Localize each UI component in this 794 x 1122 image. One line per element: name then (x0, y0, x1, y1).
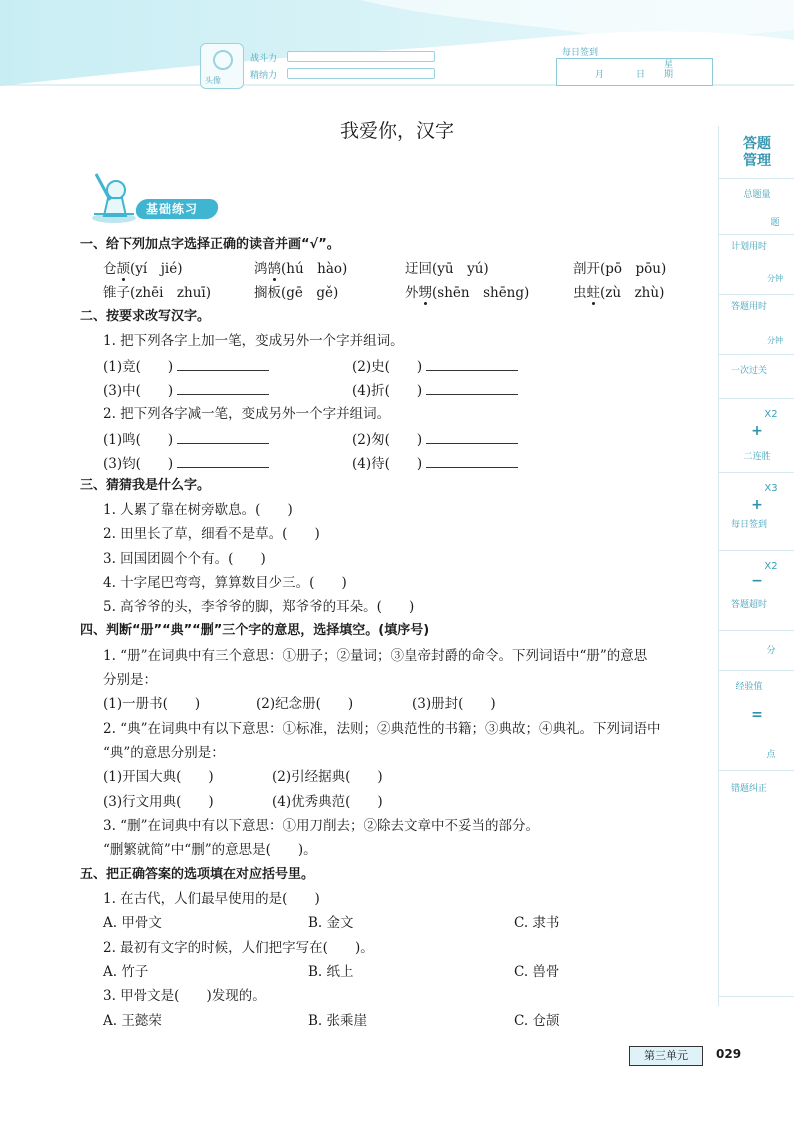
q4-p1c-1: (1)一册书( ) (103, 696, 201, 712)
page-title: 我爱你，汉字 (339, 120, 454, 142)
answer-blank[interactable] (177, 453, 269, 468)
stat-bar-energy (287, 68, 435, 79)
q4-p2c-1: (1)开国大典( ) (103, 769, 214, 785)
q2-a4: (4)折( ) (352, 380, 518, 400)
avatar-icon (213, 50, 233, 70)
q4-p3b: “删繁就简”中“删”的意思是( )。 (103, 842, 317, 858)
signin-weekday: 星期 (664, 60, 674, 80)
stat-label-energy: 精纳力 (250, 71, 278, 81)
page-number: 029 (716, 1047, 742, 1061)
score-sidebar (718, 126, 794, 1006)
q4-heading: 四、判断“册”“典”“删”三个字的意思，选择填空。(填序号) (80, 623, 430, 638)
q4-p2b: “典”的意思分别是： (103, 745, 225, 761)
q1-item-7: 外甥(shēn shēng) (405, 285, 530, 301)
section-badge-label: 基础练习 (146, 202, 199, 216)
sidebar-points: 点 (766, 750, 776, 760)
avatar (200, 43, 244, 89)
q2-heading: 二、按要求改写汉字。 (80, 309, 211, 324)
sidebar-exp: 经验值 (735, 682, 763, 692)
q2-b3: (3)钧( ) (103, 453, 269, 473)
answer-blank[interactable] (426, 380, 518, 395)
sidebar-once-pass: 一次过关 (730, 366, 767, 376)
q4-p2c-2: (2)引经据典( ) (272, 769, 383, 785)
q1-item-3: 迂回(yū yú) (405, 261, 489, 277)
answer-blank[interactable] (177, 356, 269, 371)
q5-o2-c[interactable]: C. 兽骨 (514, 964, 560, 980)
answer-blank[interactable] (426, 453, 518, 468)
signin-box (556, 58, 713, 86)
q2-b4: (4)待( ) (352, 453, 518, 473)
q1-item-6: 搁板(gē gě) (254, 285, 339, 301)
sidebar-total-unit: 题 (770, 218, 780, 228)
q5-o2-a[interactable]: A. 竹子 (103, 964, 149, 980)
stat-bar-power (287, 51, 435, 62)
q5-s2: 2. 最初有文字的时候，人们把字写在( )。 (103, 940, 374, 956)
q2-b2: (2)匆( ) (352, 429, 518, 449)
q1-item-1: 仓颉(yí jié) (103, 261, 183, 277)
answer-blank[interactable] (177, 380, 269, 395)
sidebar-wrong-fix: 错题纠正 (730, 784, 767, 794)
avatar-label: 头像 (205, 76, 221, 85)
q2-a2: (2)史( ) (352, 356, 518, 376)
q4-p1c-3: (3)册封( ) (412, 696, 496, 712)
sidebar-title-line2: 管理 (743, 153, 771, 169)
answer-blank[interactable] (426, 356, 518, 371)
signin-month: 月 (595, 70, 605, 80)
q1-item-5: 锥子(zhēi zhuī) (103, 285, 211, 301)
q5-o3-b[interactable]: B. 张乘崖 (308, 1013, 368, 1029)
q5-o1-c[interactable]: C. 隶书 (514, 915, 560, 931)
sidebar-minus-icon: − (751, 573, 763, 589)
sidebar-minutes-2: 分钟 (767, 336, 783, 345)
q1-heading: 一、给下列加点字选择正确的读音并画“√”。 (80, 237, 340, 252)
stat-label-power: 战斗力 (250, 54, 278, 64)
q4-p1a: 1. “册”在词典中有三个意思：①册子；②量词；③皇帝封爵的命令。下列词语中“册”的意思 (103, 648, 648, 664)
sidebar-total-label: 总题量 (743, 190, 771, 200)
q4-p1c-2: (2)纪念册( ) (256, 696, 354, 712)
q3-item-5: 5. 高爷爷的头，李爷爷的脚，郑爷爷的耳朵。( ) (103, 599, 415, 615)
unit-badge: 第三单元 (629, 1046, 703, 1066)
signin-title: 每日签到 (562, 48, 599, 58)
sidebar-second-correct: 二连胜 (743, 452, 771, 462)
q2-sub1: 1. 把下列各字上加一笔，变成另外一个字并组词。 (103, 333, 404, 349)
q5-o1-b[interactable]: B. 金文 (308, 915, 354, 931)
sidebar-plan-time: 计划用时 (730, 242, 767, 252)
q4-p3a: 3. “删”在词典中有以下意思：①用刀削去；②除去文章中不妥当的部分。 (103, 818, 539, 834)
q1-item-8: 虫蛀(zù zhù) (573, 285, 665, 301)
sidebar-minutes-1: 分钟 (767, 274, 783, 283)
q4-p2d-2: (4)优秀典范( ) (272, 794, 383, 810)
q2-sub2: 2. 把下列各字减一笔，变成另外一个字并组词。 (103, 406, 391, 422)
sidebar-title-line1: 答题 (743, 136, 771, 152)
answer-blank[interactable] (177, 429, 269, 444)
q5-s3: 3. 甲骨文是( )发现的。 (103, 988, 266, 1004)
sidebar-plus-icon: + (751, 423, 763, 439)
q4-p2a: 2. “典”在词典中有以下意思：①标准，法则；②典范性的书籍；③典故；④典礼。下列词语中 (103, 721, 661, 737)
q3-item-3: 3. 回国团圆个个有。( ) (103, 551, 266, 567)
q2-a3: (3)中( ) (103, 380, 269, 400)
q5-o3-c[interactable]: C. 仓颉 (514, 1013, 560, 1029)
q3-heading: 三、猜猜我是什么字。 (80, 478, 211, 493)
q5-o2-b[interactable]: B. 纸上 (308, 964, 354, 980)
signin-day: 日 (636, 70, 646, 80)
q3-item-1: 1. 人累了靠在树旁歇息。( ) (103, 502, 293, 518)
q5-o1-a[interactable]: A. 甲骨文 (103, 915, 162, 931)
q5-heading: 五、把正确答案的选项填在对应括号里。 (80, 867, 315, 882)
sidebar-equals-icon: = (751, 707, 763, 723)
q4-p1b: 分别是： (103, 672, 157, 688)
q1-item-4: 剖开(pō pōu) (573, 261, 667, 277)
sidebar-score-unit: 分 (766, 646, 776, 656)
q3-item-4: 4. 十字尾巴弯弯，算算数目少三。( ) (103, 575, 347, 591)
q2-b1: (1)鸣( ) (103, 429, 269, 449)
sidebar-multiplier-x2b: X2 (764, 561, 778, 572)
section-badge (130, 196, 220, 222)
q3-item-2: 2. 田里长了草，细看不是草。( ) (103, 526, 320, 542)
answer-blank[interactable] (426, 429, 518, 444)
sidebar-plus-icon-2: + (751, 497, 763, 513)
q5-o3-a[interactable]: A. 王懿荣 (103, 1013, 162, 1029)
sidebar-multiplier-x2a: X2 (764, 409, 778, 420)
q5-s1: 1. 在古代，人们最早使用的是( ) (103, 891, 320, 907)
q1-item-2: 鸿鹄(hú hào) (254, 261, 348, 277)
sidebar-overtime: 答题超时 (730, 600, 767, 610)
sidebar-answer-time: 答题用时 (730, 302, 767, 312)
q4-p2d-1: (3)行文用典( ) (103, 794, 214, 810)
sidebar-daily-signin: 每日签到 (730, 520, 767, 530)
q2-a1: (1)竞( ) (103, 356, 269, 376)
sidebar-multiplier-x3: X3 (764, 483, 778, 494)
